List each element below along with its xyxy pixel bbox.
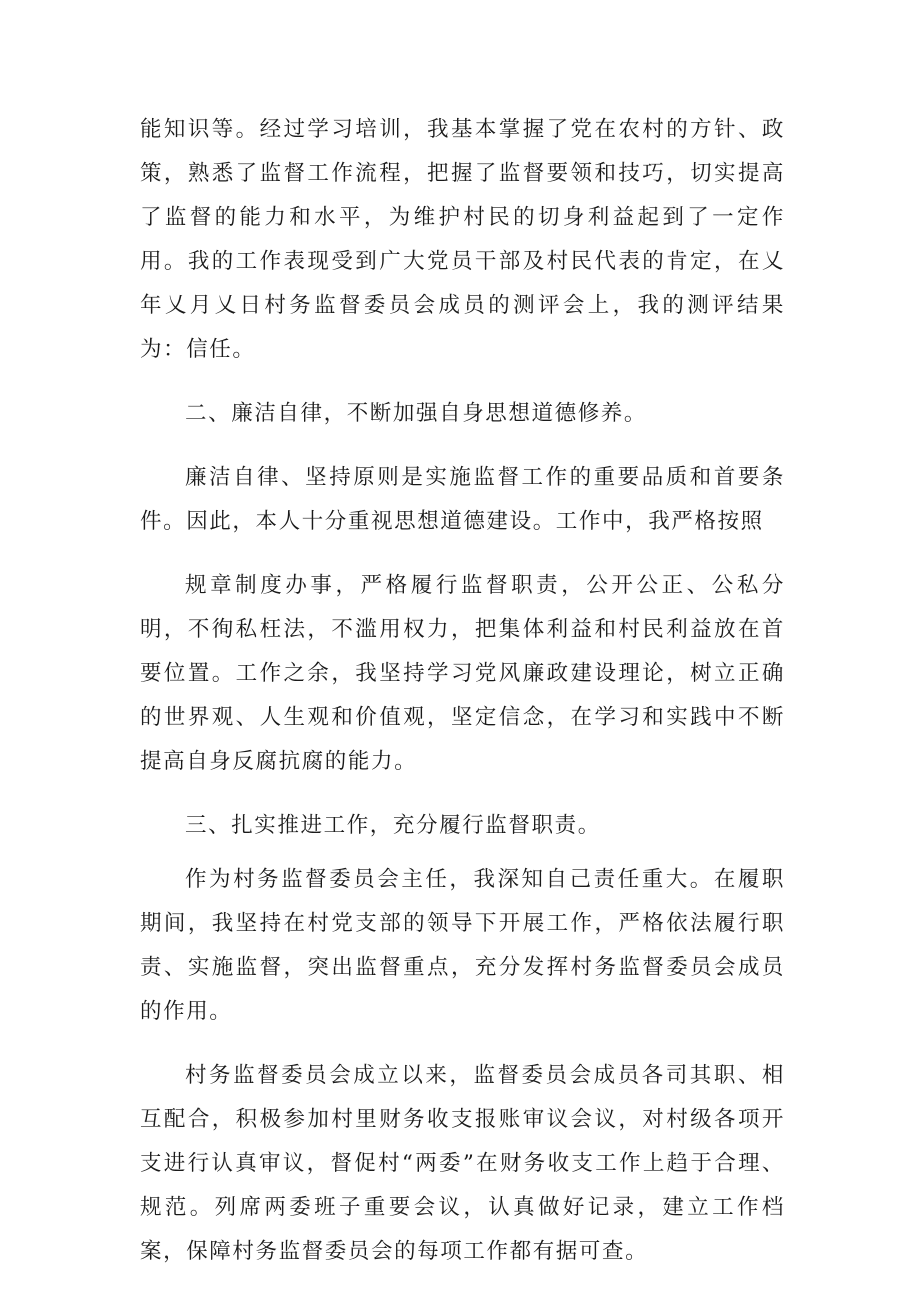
- section-heading-3: 三、扎实推进工作，充分履行监督职责。: [185, 813, 601, 838]
- document-page: [140, 108, 785, 1274]
- paragraph-responsibility: 作为村务监督委员会主任，我深知自己责任重大。在履职期间，我坚持在村党支部的领导下开展工作，严格依法履行职责、实施监督，突出监督重点，充分发挥村务监督委员会成员的作用。: [140, 867, 785, 1024]
- paragraph-continuation: 能知识等。经过学习培训，我基本掌握了党在农村的方针、政策，熟悉了监督工作流程，把握了监督要领和技巧，切实提高了监督的能力和水平，为维护村民的切身利益起到了一定作用。我的工作表现受到广大党员干部及村民代表的肯定，在乂年乂月乂日村务监督委员会成员的测评会上，我的测评结果为：信任。: [140, 117, 785, 362]
- paragraph-committee-work: 村务监督委员会成立以来，监督委员会成员各司其职、相互配合，积极参加村里财务收支报账审议会议，对村级各项开支进行认真审议，督促村“两委”在财务收支工作上趋于合理、规范。列席两委班子重要会议，认真做好记录，建立工作档案，保障村务监督委员会的每项工作都有据可查。: [140, 1063, 785, 1264]
- section-heading-2: 二、廉洁自律，不断加强自身思想道德修养。: [185, 401, 648, 426]
- paragraph-rules: 规章制度办事，严格履行监督职责，公开公正、公私分明，不徇私枉法，不滥用权力，把集体利益和村民利益放在首要位置。工作之余，我坚持学习党风廉政建设理论，树立正确的世界观、人生观和价值观，坚定信念，在学习和实践中不断提高自身反腐抗腐的能力。: [140, 573, 785, 774]
- paragraph-integrity: 廉洁自律、坚持原则是实施监督工作的重要品质和首要条件。因此，本人十分重视思想道德建设。工作中，我严格按照: [140, 465, 785, 534]
